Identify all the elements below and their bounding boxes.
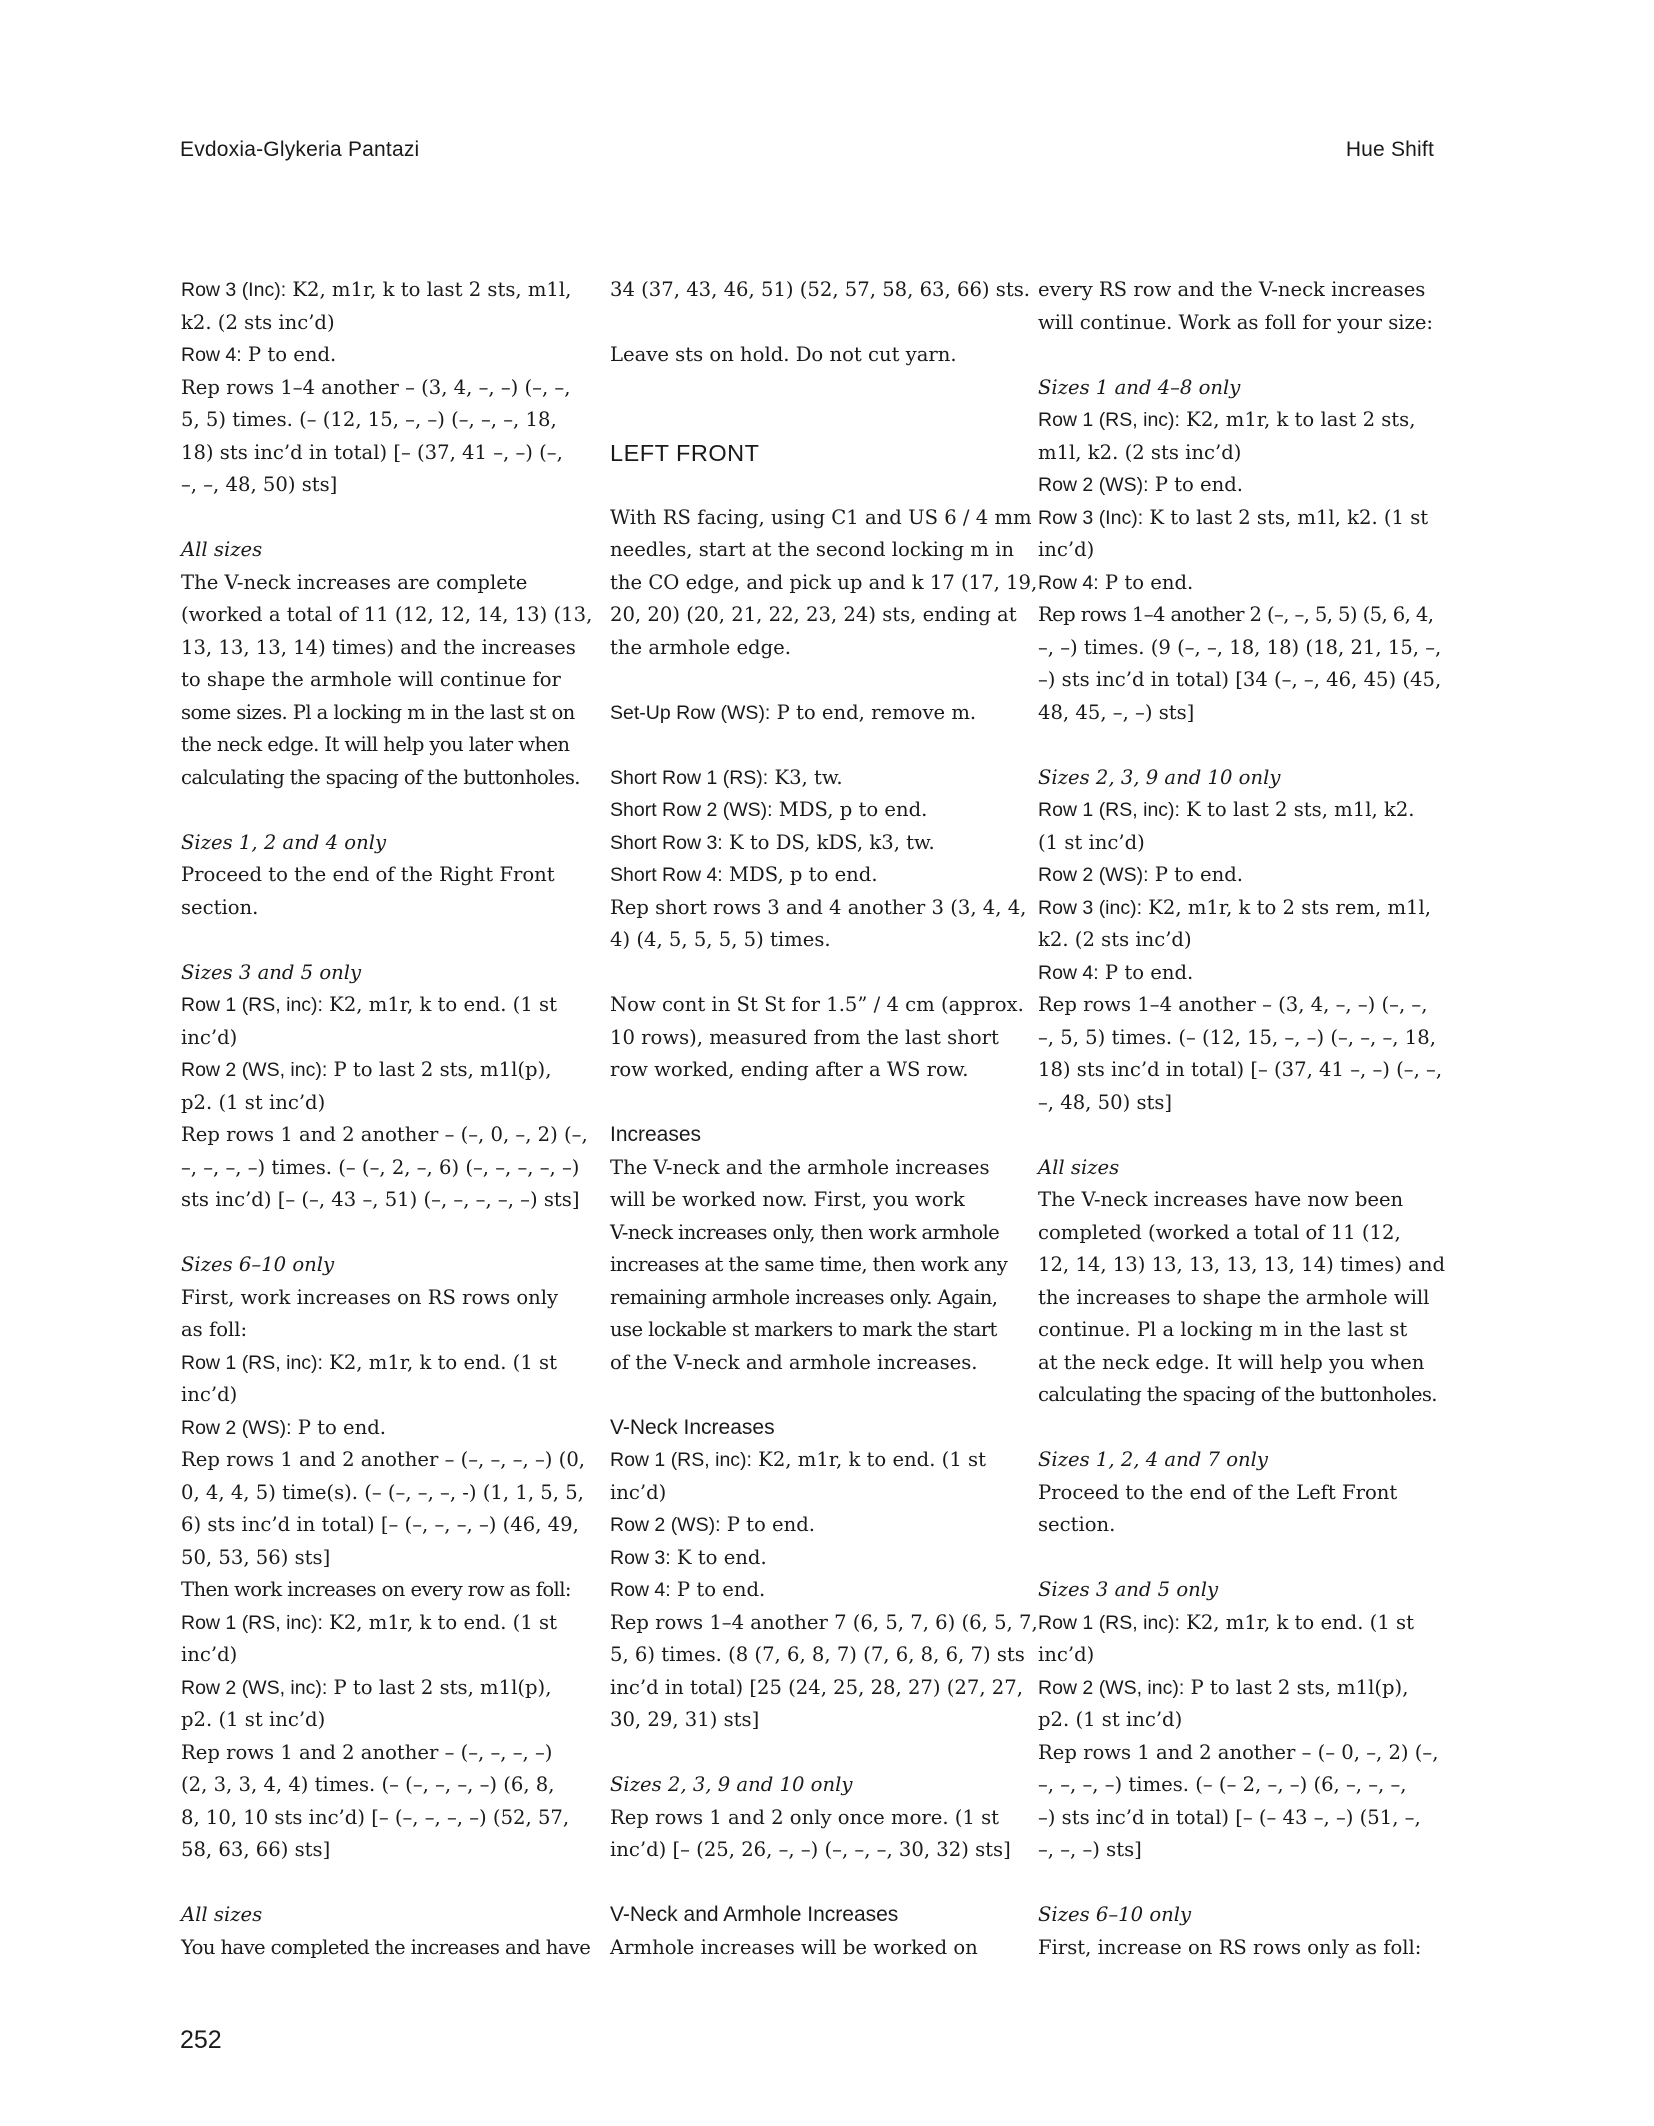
text-line: –, –, –, –) times. (– (–, 2, –, 6) (–, –, –, –, –)	[181, 1155, 580, 1179]
text-line: First, work increases on RS rows only	[181, 1285, 559, 1309]
row-label: Short Row 3:	[610, 831, 723, 854]
row-instruction	[1038, 1607, 1430, 1640]
text-line: Now cont in St St for 1.5” / 4 cm (approx.	[610, 993, 1024, 1016]
text-line: section.	[1038, 1513, 1116, 1536]
text-line: 20, 20) (20, 21, 22, 23, 24) sts, ending at	[610, 603, 1017, 626]
section-heading: LEFT FRONT	[610, 439, 760, 466]
text-line: The V-neck increases have now been	[1038, 1188, 1404, 1211]
row-instruction	[1038, 859, 1430, 892]
row-instruction	[610, 1444, 1002, 1477]
row-label: Row 1 (RS, inc):	[1038, 1611, 1180, 1634]
text-line: –, –) times. (9 (–, –, 18, 18) (18, 21, 15, –,	[1038, 635, 1442, 659]
subsection-heading: Increases	[610, 1123, 702, 1146]
text-line: 12, 14, 13) 13, 13, 13, 13, 14) times) and	[1038, 1253, 1446, 1276]
text-line: row worked, ending after a WS row.	[610, 1058, 969, 1081]
text-line: completed (worked a total of 11 (12,	[1038, 1220, 1401, 1244]
row-label: Row 2 (WS):	[1038, 864, 1149, 886]
text-line: 18) sts inc’d in total) [– (37, 41 –, –) (–, –,	[1038, 1058, 1443, 1081]
text-line: to shape the armhole will continue for	[181, 668, 561, 691]
text-line: 58, 63, 66) sts]	[181, 1838, 331, 1861]
row-instruction	[610, 1509, 1002, 1542]
text-line: Leave sts on hold. Do not cut yarn.	[610, 343, 957, 366]
text-line: inc’d)	[181, 1383, 238, 1406]
text-line: V-neck increases only, then work armhole	[610, 1220, 1000, 1244]
row-instruction	[1038, 469, 1430, 502]
row-text: P to end.	[670, 1578, 766, 1601]
text-line: 48, 45, –, –) sts]	[1038, 700, 1195, 724]
row-label: Row 2 (WS):	[610, 1514, 721, 1536]
row-label: Row 4:	[610, 1579, 671, 1601]
row-instruction	[1038, 1672, 1430, 1705]
row-text: P to end.	[1148, 863, 1244, 886]
row-label: Row 2 (WS, inc):	[1038, 1676, 1185, 1699]
text-line: calculating the spacing of the buttonholes.	[1038, 1383, 1437, 1406]
text-line: inc’d)	[1038, 538, 1095, 561]
text-line: the neck edge. It will help you later when	[181, 733, 570, 756]
row-instruction	[181, 339, 573, 372]
text-line: The V-neck increases are complete	[181, 570, 528, 594]
size-heading: Sizes 3 and 5 only	[1038, 1578, 1219, 1601]
size-heading: Sizes 6–10 only	[1038, 1903, 1192, 1926]
row-text: K to end.	[670, 1545, 767, 1569]
column-1	[181, 274, 593, 1964]
text-line: 0, 4, 4, 5) time(s). (– (–, –, –, -) (1, 1, 5, 5,	[181, 1480, 584, 1504]
text-line: Armhole increases will be worked on	[610, 1935, 978, 1959]
row-instruction	[181, 1672, 573, 1705]
row-text: K2, m1r, k to last 2 sts, m1l,	[286, 278, 572, 301]
text-line: 6) sts inc’d in total) [– (–, –, –, –) (46, 49,	[181, 1513, 579, 1536]
row-label: Short Row 2 (WS):	[610, 799, 773, 821]
text-line: (worked a total of 11 (12, 12, 14, 13) (13,	[181, 603, 593, 626]
size-heading: All sizes	[1038, 1155, 1120, 1179]
row-instruction	[181, 1054, 573, 1087]
row-label: Row 1 (RS, inc):	[610, 1449, 752, 1471]
size-heading: Sizes 1, 2, 4 and 7 only	[1038, 1448, 1268, 1471]
row-label: Row 2 (WS):	[1038, 474, 1149, 496]
text-line: section.	[181, 895, 259, 919]
size-heading: Sizes 6–10 only	[181, 1253, 335, 1276]
text-line: increases at the same time, then work any	[610, 1253, 1008, 1276]
row-text: K to last 2 sts, m1l, k2. (1 st	[1143, 505, 1429, 529]
row-text: K2, m1r, k to 2 sts rem, m1l,	[1142, 895, 1431, 919]
row-text: K2, m1r, k to end. (1 st	[322, 1350, 557, 1374]
row-text: P to end.	[291, 1415, 387, 1439]
row-label: Row 4:	[1038, 571, 1099, 594]
subsection-heading: V-Neck and Armhole Increases	[610, 1903, 899, 1926]
text-line: calculating the spacing of the buttonholes.	[181, 765, 580, 789]
page-number: 252	[180, 2026, 222, 2054]
text-line: Rep rows 1–4 another – (3, 4, –, –) (–, –,	[1038, 993, 1428, 1016]
text-line: 8, 10, 10 sts inc’d) [– (–, –, –, –) (52, 57,	[181, 1805, 570, 1829]
row-label: Row 3 (inc):	[1038, 896, 1143, 919]
row-text: K2, m1r, k to last 2 sts,	[1179, 408, 1416, 431]
row-instruction	[610, 762, 1002, 795]
row-instruction	[181, 1607, 573, 1640]
text-line: inc’d)	[181, 1643, 238, 1666]
row-text: K2, m1r, k to end. (1 st	[322, 993, 557, 1016]
text-line: Then work increases on every row as foll:	[181, 1578, 571, 1601]
text-line: 18) sts inc’d in total) [– (37, 41 –, –) (–,	[181, 440, 563, 464]
text-line: With RS facing, using C1 and US 6 / 4 mm	[610, 505, 1032, 529]
row-label: Row 2 (WS):	[181, 1416, 292, 1439]
row-label: Row 4:	[1038, 961, 1099, 984]
text-line: The V-neck and the armhole increases	[610, 1155, 990, 1179]
text-line: 4) (4, 5, 5, 5, 5) times.	[610, 928, 831, 951]
text-line: Rep short rows 3 and 4 another 3 (3, 4, 4,	[610, 895, 1027, 919]
row-instruction	[610, 859, 1002, 892]
row-instruction	[1038, 502, 1430, 535]
text-line: inc’d) [– (25, 26, –, –) (–, –, –, 30, 32) sts]	[610, 1838, 1011, 1861]
row-instruction	[181, 989, 573, 1022]
text-line: –, –, –, –) times. (– (– 2, –, –) (6, –, –, –,	[1038, 1773, 1407, 1796]
row-instruction	[610, 1542, 1002, 1575]
text-line: Rep rows 1 and 2 another – (– 0, –, 2) (–,	[1038, 1740, 1439, 1764]
text-line: inc’d in total) [25 (24, 25, 28, 27) (27, 27,	[610, 1675, 1023, 1699]
row-text: K3, tw.	[768, 765, 843, 789]
text-line: will be worked now. First, you work	[610, 1188, 965, 1211]
text-line: 30, 29, 31) sts]	[610, 1708, 760, 1731]
text-line: –, 48, 50) sts]	[1038, 1090, 1173, 1114]
text-line: 50, 53, 56) sts]	[181, 1545, 331, 1569]
row-text: P to end, remove m.	[770, 700, 977, 724]
row-text: P to last 2 sts, m1l(p),	[327, 1675, 552, 1699]
text-line: as foll:	[181, 1318, 248, 1341]
text-line: of the V-neck and armhole increases.	[610, 1350, 978, 1374]
row-label: Row 4:	[181, 344, 242, 366]
row-text: P to last 2 sts, m1l(p),	[327, 1058, 552, 1081]
text-line: some sizes. Pl a locking m in the last st on	[181, 700, 575, 724]
author-name: Evdoxia-Glykeria Pantazi	[180, 138, 420, 161]
text-line: k2. (2 sts inc’d)	[181, 310, 335, 334]
text-line: the CO edge, and pick up and k 17 (17, 19,	[610, 570, 1038, 594]
size-heading: Sizes 1, 2 and 4 only	[181, 830, 387, 854]
row-instruction	[181, 274, 573, 307]
text-line: Proceed to the end of the Left Front	[1038, 1480, 1398, 1504]
pattern-title: Hue Shift	[1345, 138, 1434, 161]
text-line: remaining armhole increases only. Again,	[610, 1285, 998, 1309]
text-line: –, –, –) sts]	[1038, 1838, 1142, 1861]
row-instruction	[1038, 957, 1430, 990]
row-text: P to last 2 sts, m1l(p),	[1184, 1675, 1409, 1699]
row-instruction	[610, 1574, 1002, 1607]
text-line: First, increase on RS rows only as foll:	[1038, 1935, 1422, 1959]
text-line: Rep rows 1–4 another – (3, 4, –, –) (–, –,	[181, 375, 571, 399]
row-label: Row 1 (RS, inc):	[1038, 799, 1180, 821]
row-instruction	[610, 697, 1002, 730]
row-instruction	[1038, 892, 1430, 925]
row-text: MDS, p to end.	[772, 798, 928, 821]
text-line: Rep rows 1–4 another 2 (–, –, 5, 5) (5, 6, 4,	[1038, 603, 1434, 626]
column-2	[610, 274, 1038, 1964]
row-label: Short Row 4:	[610, 864, 723, 886]
size-heading: Sizes 2, 3, 9 and 10 only	[610, 1773, 853, 1796]
size-heading: Sizes 3 and 5 only	[181, 960, 362, 984]
row-instruction	[1038, 567, 1430, 600]
row-label: Row 3 (Inc):	[181, 279, 287, 301]
row-label: Short Row 1 (RS):	[610, 766, 769, 789]
row-instruction	[610, 794, 1002, 827]
column-3	[1038, 274, 1446, 1964]
row-label: Row 2 (WS, inc):	[181, 1676, 328, 1699]
text-line: every RS row and the V-neck increases	[1038, 278, 1426, 301]
text-line: needles, start at the second locking m in	[610, 538, 1014, 561]
row-text: P to end.	[241, 343, 337, 366]
text-line: (2, 3, 3, 4, 4) times. (– (–, –, –, –) (6, 8,	[181, 1773, 555, 1796]
row-label: Set-Up Row (WS):	[610, 701, 771, 724]
row-text: P to end.	[1098, 960, 1194, 984]
size-heading: Sizes 1 and 4–8 only	[1038, 375, 1241, 399]
text-line: inc’d)	[610, 1480, 667, 1504]
row-instruction	[1038, 794, 1430, 827]
size-heading: Sizes 2, 3, 9 and 10 only	[1038, 765, 1281, 789]
row-text: P to end.	[720, 1513, 816, 1536]
text-line: 5, 6) times. (8 (7, 6, 8, 7) (7, 6, 8, 6, 7) sts	[610, 1643, 1025, 1666]
row-text: P to end.	[1098, 570, 1194, 594]
text-line: the armhole edge.	[610, 635, 791, 659]
size-heading: All sizes	[181, 1903, 263, 1926]
text-line: Rep rows 1 and 2 another – (–, –, –, –) (0,	[181, 1448, 586, 1471]
row-text: K2, m1r, k to end. (1 st	[1179, 1610, 1414, 1634]
text-line: –, –, 48, 50) sts]	[181, 473, 338, 496]
text-line: inc’d)	[1038, 1643, 1095, 1666]
row-instruction	[181, 1347, 573, 1380]
text-line: Rep rows 1–4 another 7 (6, 5, 7, 6) (6, 5, 7,	[610, 1610, 1038, 1634]
text-line: –) sts inc’d in total) [– (– 43 –, –) (51, –,	[1038, 1805, 1421, 1829]
row-instruction	[1038, 404, 1430, 437]
text-line: –, 5, 5) times. (– (12, 15, –, –) (–, –, –, 18,	[1038, 1025, 1436, 1049]
row-instruction	[610, 827, 1002, 860]
text-line: Rep rows 1 and 2 another – (–, 0, –, 2) (–,	[181, 1123, 588, 1146]
row-text: MDS, p to end.	[722, 863, 878, 886]
row-text: K to last 2 sts, m1l, k2.	[1179, 798, 1415, 821]
row-text: K to DS, kDS, k3, tw.	[722, 830, 935, 854]
text-line: p2. (1 st inc’d)	[181, 1090, 326, 1114]
text-line: 10 rows), measured from the last short	[610, 1025, 999, 1049]
text-line: You have completed the increases and have	[181, 1935, 591, 1959]
row-label: Row 1 (RS, inc):	[181, 1351, 323, 1374]
text-line: 13, 13, 13, 14) times) and the increases	[181, 635, 576, 659]
row-text: K2, m1r, k to end. (1 st	[322, 1610, 557, 1634]
row-label: Row 3:	[610, 1546, 671, 1569]
text-line: at the neck edge. It will help you when	[1038, 1350, 1425, 1374]
row-label: Row 2 (WS, inc):	[181, 1059, 328, 1081]
subsection-heading: V-Neck Increases	[610, 1415, 775, 1439]
row-label: Row 3 (Inc):	[1038, 506, 1144, 529]
text-line: use lockable st markers to mark the start	[610, 1318, 997, 1341]
text-line: sts inc’d) [– (–, 43 –, 51) (–, –, –, –, –) sts]	[181, 1188, 580, 1211]
row-instruction	[181, 1412, 573, 1445]
row-text: K2, m1r, k to end. (1 st	[751, 1448, 986, 1471]
text-line: k2. (2 sts inc’d)	[1038, 928, 1192, 951]
text-line: inc’d)	[181, 1025, 238, 1049]
text-line: 5, 5) times. (– (12, 15, –, –) (–, –, –, 18,	[181, 408, 557, 431]
text-line: Rep rows 1 and 2 only once more. (1 st	[610, 1805, 1000, 1829]
text-line: the increases to shape the armhole will	[1038, 1285, 1430, 1309]
text-line: Rep rows 1 and 2 another – (–, –, –, –)	[181, 1740, 553, 1764]
text-line: continue. Pl a locking m in the last st	[1038, 1318, 1408, 1341]
row-label: Row 1 (RS, inc):	[181, 1611, 323, 1634]
row-label: Row 1 (RS, inc):	[181, 994, 323, 1016]
text-line: m1l, k2. (2 sts inc’d)	[1038, 440, 1242, 464]
text-line: 34 (37, 43, 46, 51) (52, 57, 58, 63, 66) sts.	[610, 278, 1030, 301]
text-line: (1 st inc’d)	[1038, 830, 1145, 854]
text-line: will continue. Work as foll for your size:	[1038, 310, 1434, 334]
row-text: P to end.	[1148, 473, 1244, 496]
text-line: p2. (1 st inc’d)	[1038, 1708, 1183, 1731]
row-label: Row 1 (RS, inc):	[1038, 409, 1180, 431]
text-line: p2. (1 st inc’d)	[181, 1708, 326, 1731]
text-line: –) sts inc’d in total) [34 (–, –, 46, 45) (45,	[1038, 668, 1442, 691]
text-line: Proceed to the end of the Right Front	[181, 863, 555, 886]
size-heading: All sizes	[181, 538, 263, 561]
